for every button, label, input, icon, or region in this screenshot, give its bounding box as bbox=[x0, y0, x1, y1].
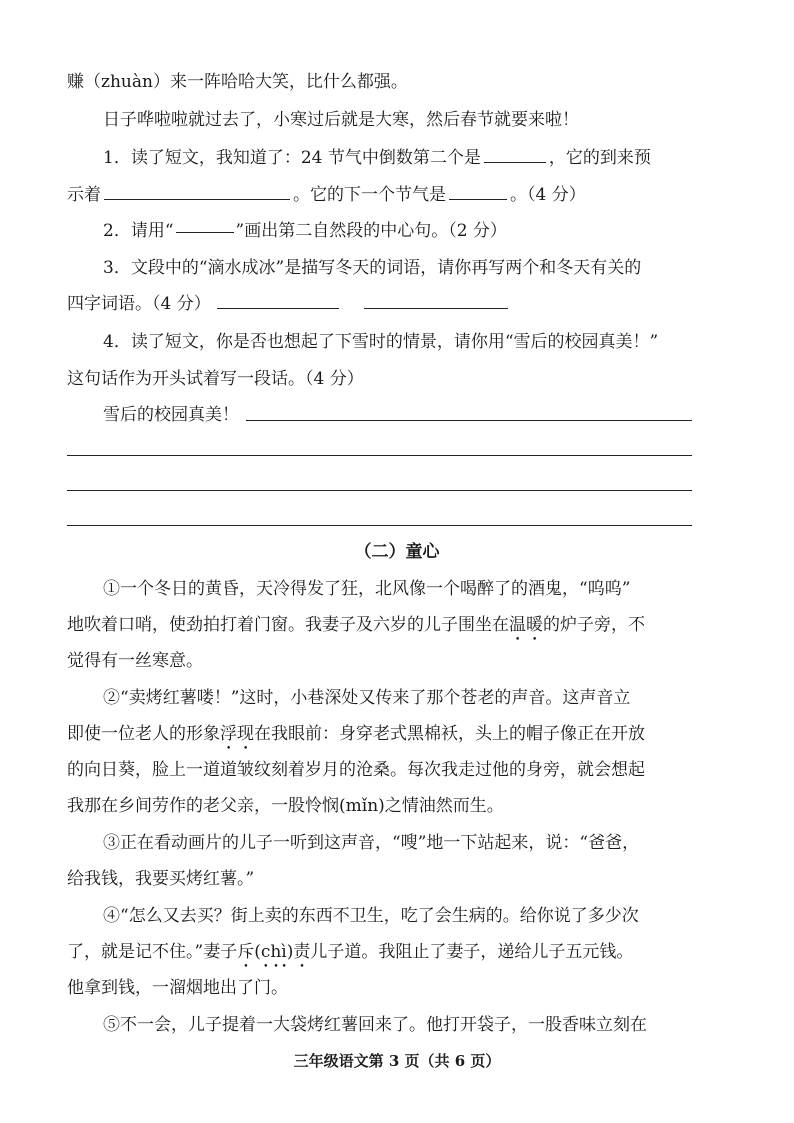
question-1-line-1 bbox=[103, 146, 651, 170]
question-3-line-1: 3．文段中的“滴水成冰”是描写冬天的词语，请你再写两个和冬天有关的 bbox=[103, 258, 642, 278]
question-1-text-d: 。它的下一个节气是 bbox=[293, 185, 446, 205]
section-title: （二）童心 bbox=[354, 542, 440, 562]
story-p4-line-3: 他拿到钱，一溜烟地出了门。 bbox=[67, 978, 288, 998]
poem-end: 日子哗啦啦就过去了，小寒过后就是大寒，然后春节就要来啦！ bbox=[103, 110, 579, 130]
question-4-answer-start: 雪后的校园真美！ bbox=[103, 405, 239, 425]
story-text: 在我眼前：身穿老式黑棉袄，头上的帽子像正在开放 bbox=[254, 724, 645, 744]
poem-tail: 赚（zhuàn）来一阵哈哈大笑，比什么都强。 bbox=[67, 72, 408, 92]
question-4-line-2: 这句话作为开头试着写一段话。（4 分） bbox=[67, 369, 364, 389]
emphasized-word-warm: 温暖 bbox=[509, 615, 543, 635]
story-p1-line-2 bbox=[67, 613, 645, 645]
answer-blank-q3-word-2[interactable] bbox=[364, 292, 508, 309]
writing-line-4[interactable] bbox=[67, 525, 692, 526]
story-p4-line-1: ④“怎么又去买？街上卖的东西不卫生，吃了会生病的。给你说了多少次 bbox=[103, 906, 639, 926]
writing-line-2[interactable] bbox=[67, 455, 692, 456]
question-2 bbox=[103, 219, 507, 243]
story-p2-line-2 bbox=[67, 722, 645, 754]
story-text: 的炉子旁，不 bbox=[543, 615, 645, 635]
story-p5-line-1: ⑤不一会，儿子提着一大袋烤红薯回来了。他打开袋子，一股香味立刻在 bbox=[103, 1015, 647, 1035]
question-3-text-b: 四字词语。（4 分） bbox=[67, 294, 211, 314]
answer-blank-q1-indicates[interactable] bbox=[104, 183, 290, 200]
story-text: 地吹着口哨，使劲拍打着门窗。我妻子及六岁的儿子围坐在 bbox=[67, 615, 509, 635]
story-text: 儿子道。我阻止了妻子，递给儿子五元钱。 bbox=[310, 942, 634, 962]
page-footer: 三年级语文第 3 页（共 6 页） bbox=[293, 1052, 501, 1070]
question-3-line-2 bbox=[67, 292, 511, 316]
writing-line-1[interactable] bbox=[246, 420, 692, 421]
emphasized-word-scold: 斥(chì)责 bbox=[237, 942, 311, 962]
story-p1-line-3: 觉得有一丝寒意。 bbox=[67, 651, 203, 671]
question-2-text-b: ”画出第二自然段的中心句。（2 分） bbox=[235, 221, 507, 241]
story-text: 即使一位老人的形象 bbox=[67, 724, 220, 744]
question-1-line-2 bbox=[67, 183, 586, 207]
question-1-text-b: ，它的到来预 bbox=[548, 148, 651, 168]
emphasized-word-appear: 浮现 bbox=[220, 724, 254, 744]
story-p2-line-3: 的向日葵，脸上一道道皱纹刻着岁月的沧桑。每次我走过他的身旁，就会想起 bbox=[67, 760, 645, 780]
writing-line-3[interactable] bbox=[67, 490, 692, 491]
question-1-text-c: 示着 bbox=[67, 185, 101, 205]
question-1-text-a: 1．读了短文，我知道了：24 节气中倒数第二个是 bbox=[103, 148, 481, 168]
question-1-text-e: 。（4 分） bbox=[510, 185, 586, 205]
answer-blank-q3-word-1[interactable] bbox=[217, 292, 339, 309]
wavy-line-symbol bbox=[176, 222, 234, 233]
story-p3-line-2: 给我钱，我要买烤红薯。” bbox=[67, 869, 255, 889]
story-p2-line-4: 我那在乡间劳作的老父亲，一股怜悯(mǐn)之情油然而生。 bbox=[67, 796, 504, 816]
story-text: 了，就是记不住。”妻子 bbox=[67, 942, 238, 962]
story-p1-line-1: ①一个冬日的黄昏，天冷得发了狂，北风像一个喝醉了的酒鬼，“呜呜” bbox=[103, 579, 631, 599]
answer-blank-q1-solar-term[interactable] bbox=[484, 146, 546, 163]
story-p2-line-1: ②“卖烤红薯喽！”这时，小巷深处又传来了那个苍老的声音。这声音立 bbox=[103, 688, 631, 708]
story-p4-line-2 bbox=[67, 940, 633, 972]
question-2-text-a: 2．请用“ bbox=[103, 221, 174, 241]
question-4-line-1: 4．读了短文，你是否也想起了下雪时的情景，请你用“雪后的校园真美！” bbox=[103, 332, 659, 352]
story-p3-line-1: ③正在看动画片的儿子一听到这声音，“嗖”地一下站起来，说：“爸爸， bbox=[103, 833, 640, 853]
answer-blank-q1-next-term[interactable] bbox=[449, 183, 507, 200]
